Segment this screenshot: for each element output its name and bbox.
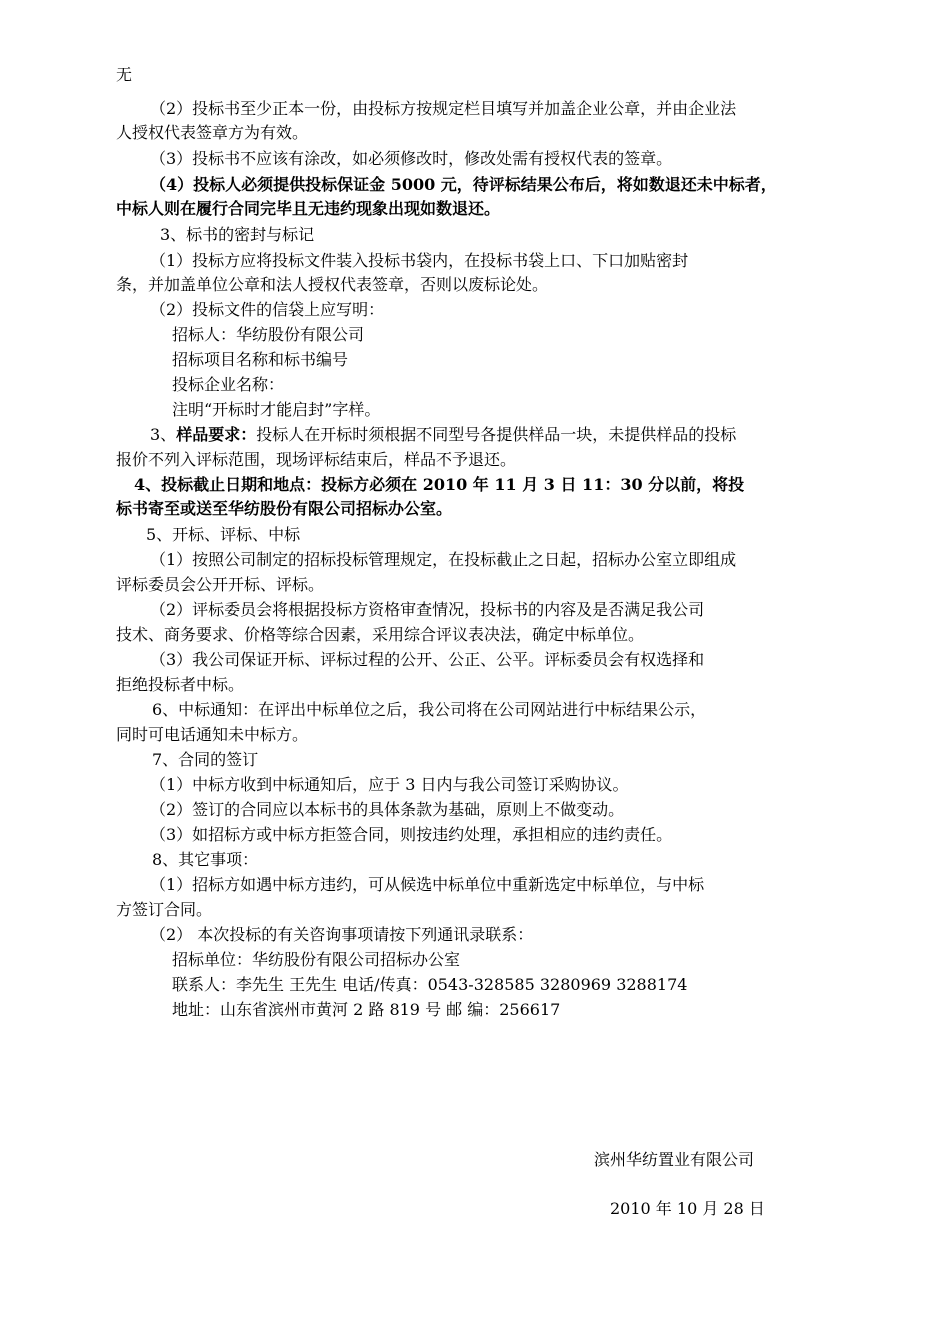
paragraph-line: 技术、商务要求、价格等综合因素，采用综合评议表决法，确定中标单位。 <box>116 625 645 644</box>
paragraph-line: （2）投标文件的信袋上应写明： <box>150 300 385 319</box>
paragraph-line: 条，并加盖单位公章和法人授权代表签章，否则以废标论处。 <box>116 275 549 294</box>
section-heading: 5、开标、评标、中标 <box>146 525 301 544</box>
paragraph-line: 评标委员会公开开标、评标。 <box>116 575 325 594</box>
sample-label: 样品要求： <box>176 425 257 444</box>
paragraph-line: （2）投标书至少正本一份，由投标方按规定栏目填写并加盖企业公章，并由企业法 <box>150 99 737 118</box>
signature-date: 2010 年 10 月 28 日 <box>610 1199 765 1218</box>
paragraph-line: （2）评标委员会将根据投标方资格审查情况，投标书的内容及是否满足我公司 <box>150 600 705 619</box>
paragraph-line: （2） 本次投标的有关咨询事项请按下列通讯录联系： <box>150 925 534 944</box>
section-heading: 3、标书的密封与标记 <box>160 225 315 244</box>
paragraph-line: 人授权代表签章方为有效。 <box>116 123 309 142</box>
sample-requirement-line <box>150 424 736 446</box>
paragraph-line: 拒绝投标者中标。 <box>116 675 245 694</box>
paragraph-line: （3）投标书不应该有涂改，如必须修改时，修改处需有授权代表的签章。 <box>150 149 673 168</box>
paragraph-line: （1）招标方如遇中标方违约，可从候选中标单位中重新选定中标单位，与中标 <box>150 875 705 894</box>
paragraph-line: 报价不列入评标范围，现场评标结束后，样品不予退还。 <box>116 450 517 469</box>
envelope-line: 注明“开标时才能启封”字样。 <box>172 400 381 419</box>
paragraph-line: （1）中标方收到中标通知后，应于 3 日内与我公司签订采购协议。 <box>150 775 629 794</box>
paragraph-line: 同时可电话通知未中标方。 <box>116 725 309 744</box>
bold-paragraph-line: 中标人则在履行合同完毕且无违约现象出现如数退还。 <box>116 199 501 218</box>
paragraph-line: 方签订合同。 <box>116 900 213 919</box>
paragraph-line: （1）投标方应将投标文件装入投标书袋内，在投标书袋上口、下口加贴密封 <box>150 251 689 270</box>
sample-number: 3、 <box>150 425 177 444</box>
envelope-line: 招标人：华纺股份有限公司 <box>172 325 365 344</box>
paragraph-line: （2）签订的合同应以本标书的具体条款为基础，原则上不做变动。 <box>150 800 625 819</box>
bold-paragraph-line: 4、投标截止日期和地点：投标方必须在 2010 年 11 月 3 日 11：30 分以前，将投 <box>134 475 745 494</box>
envelope-line: 招标项目名称和标书编号 <box>172 350 349 369</box>
bold-paragraph-line: （4）投标人必须提供投标保证金 5000 元，待评标结果公布后，将如数退还未中标者， <box>150 175 777 194</box>
contact-address: 地址：山东省滨州市黄河 2 路 819 号 邮 编：256617 <box>172 1000 561 1019</box>
paragraph-line: 6、中标通知：在评出中标单位之后，我公司将在公司网站进行中标结果公示， <box>152 700 707 719</box>
signature-company: 滨州华纺置业有限公司 <box>594 1150 755 1169</box>
paragraph-line: （3）如招标方或中标方拒签合同，则按违约处理，承担相应的违约责任。 <box>150 825 673 844</box>
contact-unit: 招标单位：华纺股份有限公司招标办公室 <box>172 950 461 969</box>
contact-person: 联系人：李先生 王先生 电话/传真：0543-328585 3280969 3288174 <box>172 975 688 994</box>
paragraph-line: （3）我公司保证开标、评标过程的公开、公正、公平。评标委员会有权选择和 <box>150 650 705 669</box>
paragraph-line: （1）按照公司制定的招标投标管理规定，在投标截止之日起，招标办公室立即组成 <box>150 550 737 569</box>
section-heading: 7、合同的签订 <box>152 750 259 769</box>
section-heading: 8、其它事项： <box>152 850 259 869</box>
sample-text: 投标人在开标时须根据不同型号各提供样品一块，未提供样品的投标 <box>256 425 737 444</box>
envelope-line: 投标企业名称： <box>172 375 285 394</box>
bold-paragraph-line: 标书寄至或送至华纺股份有限公司招标办公室。 <box>116 499 453 518</box>
text-line: 无 <box>116 65 133 84</box>
